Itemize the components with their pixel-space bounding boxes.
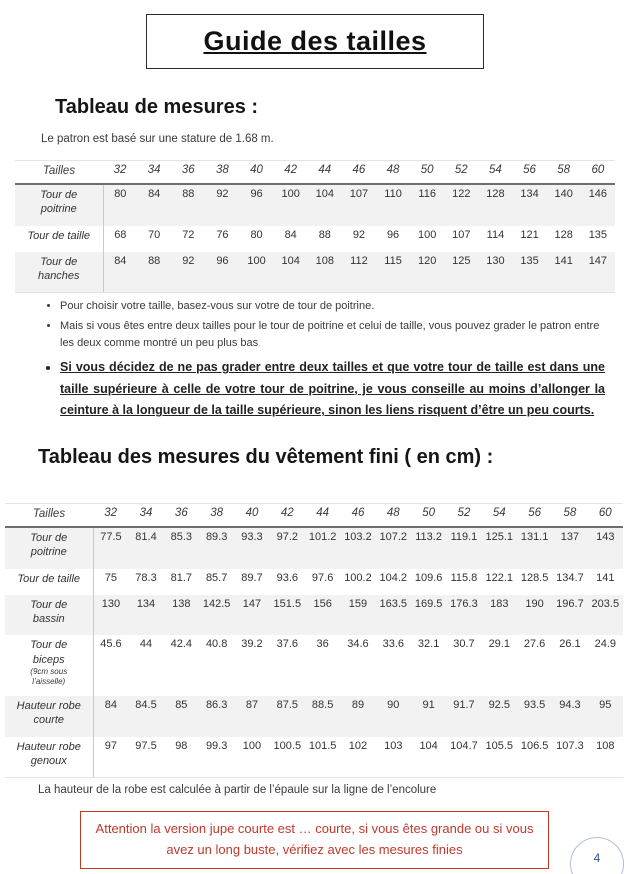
value-cell: 88.5 bbox=[311, 699, 334, 712]
table-row bbox=[5, 635, 623, 696]
value-cell: 81.7 bbox=[170, 571, 193, 584]
row-label: Tour de hanches bbox=[15, 252, 103, 293]
value-cell: 134.7 bbox=[556, 571, 584, 584]
value-cell: 29.1 bbox=[488, 638, 510, 651]
size-header-cell: 52 bbox=[446, 504, 481, 527]
table-row bbox=[15, 184, 615, 226]
value-cell: 76 bbox=[216, 228, 229, 241]
value-cell: 147 bbox=[242, 597, 262, 610]
row-label: Tour de taille bbox=[5, 569, 93, 595]
value-cell: 104 bbox=[315, 187, 334, 200]
value-cell: 128 bbox=[486, 187, 505, 200]
value-cell: 104 bbox=[411, 737, 446, 778]
size-header-cell: 32 bbox=[103, 161, 137, 184]
size-header-cell: 56 bbox=[517, 504, 552, 527]
value-cell: 97.5 bbox=[128, 737, 163, 778]
value-cell: 68 bbox=[114, 228, 127, 241]
sizes-label: Tailles bbox=[15, 161, 103, 184]
size-header-cell: 48 bbox=[376, 504, 411, 527]
value-cell: 109.6 bbox=[414, 571, 443, 584]
value-cell: 99.3 bbox=[199, 737, 234, 778]
size-header-cell: 42 bbox=[274, 161, 308, 184]
bullet-item: • Mais si vous êtes entre deux tailles pour le tour de poitrine et celui de taille, vous pouvez grader le patron entre les deux comme montré un peu plus bas bbox=[60, 318, 605, 352]
value-cell: 84 bbox=[148, 187, 161, 200]
value-cell: 87.5 bbox=[276, 699, 299, 712]
value-cell: 103.2 bbox=[344, 530, 372, 543]
row-label: Tour de biceps (9cm sous l’aisselle) bbox=[5, 635, 93, 696]
sizes-header-row bbox=[15, 161, 615, 184]
value-cell: 78.3 bbox=[135, 571, 157, 584]
row-label: Tour de bassin bbox=[5, 595, 93, 636]
value-cell: 92 bbox=[352, 228, 366, 241]
row-label: Tour de poitrine bbox=[5, 527, 93, 569]
value-cell: 34.6 bbox=[347, 638, 369, 651]
value-cell: 134 bbox=[520, 187, 539, 200]
value-cell: 89 bbox=[351, 699, 365, 712]
value-cell: 163.5 bbox=[379, 597, 408, 610]
value-cell: 81.4 bbox=[135, 530, 157, 543]
value-cell: 85 bbox=[175, 699, 188, 712]
table-row bbox=[15, 226, 615, 252]
value-cell: 104 bbox=[274, 252, 308, 293]
value-cell: 77.5 bbox=[100, 530, 122, 543]
value-cell: 135 bbox=[588, 228, 608, 241]
value-cell: 91.7 bbox=[453, 699, 475, 712]
title-box bbox=[146, 14, 484, 69]
size-header-cell: 54 bbox=[478, 161, 512, 184]
value-cell: 112 bbox=[342, 252, 376, 293]
value-cell: 84.5 bbox=[135, 699, 157, 712]
value-cell: 107.3 bbox=[552, 737, 587, 778]
value-cell: 84 bbox=[103, 252, 137, 293]
value-cell: 86.3 bbox=[205, 699, 228, 712]
size-header-cell: 38 bbox=[205, 161, 239, 184]
value-cell: 104.7 bbox=[446, 737, 481, 778]
value-cell: 113.2 bbox=[415, 530, 442, 543]
size-header-cell: 32 bbox=[93, 504, 128, 527]
size-header-cell: 44 bbox=[305, 504, 340, 527]
page-title: Guide des tailles bbox=[203, 26, 427, 56]
value-cell: 115.8 bbox=[450, 571, 478, 584]
value-cell: 70 bbox=[148, 228, 161, 241]
value-cell: 169.5 bbox=[414, 597, 443, 610]
value-cell: 108 bbox=[588, 737, 623, 778]
table-row bbox=[5, 527, 623, 569]
value-cell: 147 bbox=[581, 252, 615, 293]
value-cell: 176.3 bbox=[450, 597, 478, 610]
value-cell: 100 bbox=[240, 252, 274, 293]
value-cell: 142.5 bbox=[202, 597, 231, 610]
value-cell: 92.5 bbox=[488, 699, 510, 712]
size-header-cell: 60 bbox=[581, 161, 615, 184]
value-cell: 97.2 bbox=[276, 530, 299, 543]
value-cell: 88 bbox=[182, 187, 195, 200]
value-cell: 85.3 bbox=[170, 530, 193, 543]
value-cell: 40.8 bbox=[205, 638, 228, 651]
value-cell: 80 bbox=[250, 228, 263, 241]
value-cell: 159 bbox=[348, 597, 368, 610]
table-row bbox=[15, 252, 615, 293]
value-cell: 103 bbox=[376, 737, 411, 778]
value-cell: 80 bbox=[114, 187, 127, 200]
table-row bbox=[5, 737, 623, 778]
size-header-cell: 38 bbox=[199, 504, 234, 527]
warning-box bbox=[80, 811, 549, 869]
value-cell: 88 bbox=[137, 252, 171, 293]
measurements-table bbox=[15, 160, 615, 293]
measures-heading: Tableau de mesures : bbox=[55, 96, 259, 118]
intro-text: Le patron est basé sur une stature de 1.68 m. bbox=[41, 133, 274, 145]
value-cell: 97 bbox=[93, 737, 128, 778]
sizes-label: Tailles bbox=[5, 504, 93, 527]
value-cell: 95 bbox=[599, 699, 612, 712]
size-header-cell: 58 bbox=[552, 504, 587, 527]
value-cell: 93.5 bbox=[523, 699, 546, 712]
size-header-cell: 42 bbox=[270, 504, 305, 527]
size-header-cell: 40 bbox=[234, 504, 269, 527]
value-cell: 107.2 bbox=[379, 530, 408, 543]
value-cell: 94.3 bbox=[559, 699, 581, 712]
value-cell: 90 bbox=[387, 699, 400, 712]
value-cell: 97.6 bbox=[311, 571, 334, 584]
value-cell: 125 bbox=[444, 252, 478, 293]
value-cell: 146 bbox=[588, 187, 608, 200]
value-cell: 122 bbox=[452, 187, 471, 200]
value-cell: 101.2 bbox=[308, 530, 337, 543]
table-row bbox=[5, 595, 623, 636]
value-cell: 26.1 bbox=[559, 638, 581, 651]
size-header-cell: 52 bbox=[444, 161, 478, 184]
value-cell: 130 bbox=[101, 597, 121, 610]
value-cell: 101.5 bbox=[305, 737, 340, 778]
value-cell: 84 bbox=[104, 699, 118, 712]
value-cell: 89.3 bbox=[205, 530, 228, 543]
value-cell: 100 bbox=[418, 228, 437, 241]
value-cell: 39.2 bbox=[241, 638, 263, 651]
note-text: La hauteur de la robe est calculée à partir de l’épaule sur la ligne de l’encolure bbox=[38, 784, 437, 796]
row-label: Tour de poitrine bbox=[15, 184, 103, 226]
size-header-cell: 46 bbox=[340, 504, 375, 527]
value-cell: 93.6 bbox=[276, 571, 299, 584]
value-cell: 32.1 bbox=[417, 638, 440, 651]
value-cell: 92 bbox=[171, 252, 205, 293]
value-cell: 44 bbox=[139, 638, 153, 651]
value-cell: 100 bbox=[234, 737, 269, 778]
value-cell: 45.6 bbox=[100, 638, 122, 651]
size-header-cell: 54 bbox=[482, 504, 517, 527]
size-header-cell: 40 bbox=[240, 161, 274, 184]
value-cell: 108 bbox=[308, 252, 342, 293]
value-cell: 96 bbox=[250, 187, 263, 200]
value-cell: 93.3 bbox=[241, 530, 263, 543]
value-cell: 105.5 bbox=[482, 737, 517, 778]
size-header-cell: 60 bbox=[588, 504, 623, 527]
row-label: Hauteur robe courte bbox=[5, 696, 93, 737]
value-cell: 100 bbox=[281, 187, 300, 200]
bullet-item: • Si vous décidez de ne pas grader entre deux tailles et que votre tour de taille est dans une taille supérieure à celle de votre tour de poitrine, je vous conseille au moins d’allonger la ceinture à la longueur de la taille supérieure, sinon les liens risquent d’être un peu courts. bbox=[60, 357, 605, 422]
value-cell: 141 bbox=[596, 571, 615, 584]
value-cell: 134 bbox=[136, 597, 156, 610]
value-cell: 196.7 bbox=[556, 597, 584, 610]
value-cell: 104.2 bbox=[379, 571, 408, 584]
sizes-header-row bbox=[5, 504, 623, 527]
size-header-cell: 44 bbox=[308, 161, 342, 184]
size-header-cell: 34 bbox=[137, 161, 171, 184]
value-cell: 137 bbox=[560, 530, 580, 543]
value-cell: 125.1 bbox=[485, 530, 514, 543]
value-cell: 37.6 bbox=[276, 638, 299, 651]
table-row bbox=[5, 696, 623, 737]
value-cell: 30.7 bbox=[453, 638, 475, 651]
value-cell: 100.5 bbox=[270, 737, 305, 778]
value-cell: 96 bbox=[205, 252, 239, 293]
value-cell: 140 bbox=[554, 187, 573, 200]
page-number-badge bbox=[570, 837, 624, 874]
value-cell: 106.5 bbox=[517, 737, 552, 778]
value-cell: 138 bbox=[172, 597, 191, 610]
value-cell: 128 bbox=[554, 228, 573, 241]
row-label: Tour de taille bbox=[15, 226, 103, 252]
value-cell: 85.7 bbox=[205, 571, 228, 584]
value-cell: 96 bbox=[386, 228, 400, 241]
value-cell: 156 bbox=[313, 597, 332, 610]
value-cell: 42.4 bbox=[170, 638, 193, 651]
page-number: 4 bbox=[593, 851, 601, 865]
value-cell: 143 bbox=[596, 530, 615, 543]
value-cell: 24.9 bbox=[594, 638, 616, 651]
value-cell: 98 bbox=[164, 737, 199, 778]
value-cell: 151.5 bbox=[273, 597, 302, 610]
value-cell: 91 bbox=[422, 699, 435, 712]
finished-heading: Tableau des mesures du vêtement fini ( en cm) : bbox=[38, 446, 494, 468]
value-cell: 135 bbox=[513, 252, 547, 293]
value-cell: 131.1 bbox=[520, 530, 549, 543]
size-header-cell: 50 bbox=[410, 161, 444, 184]
value-cell: 120 bbox=[410, 252, 444, 293]
value-cell: 89.7 bbox=[241, 571, 263, 584]
value-cell: 33.6 bbox=[382, 638, 404, 651]
value-cell: 110 bbox=[384, 187, 402, 200]
value-cell: 100.2 bbox=[344, 571, 372, 584]
value-cell: 84 bbox=[284, 228, 297, 241]
value-cell: 72 bbox=[182, 228, 195, 241]
value-cell: 122.1 bbox=[485, 571, 514, 584]
size-header-cell: 58 bbox=[547, 161, 581, 184]
row-label: Hauteur robe genoux bbox=[5, 737, 93, 778]
row-sublabel: (9cm sous l’aisselle) bbox=[30, 667, 68, 687]
value-cell: 141 bbox=[547, 252, 581, 293]
value-cell: 183 bbox=[490, 597, 509, 610]
value-cell: 119.1 bbox=[450, 530, 478, 543]
value-cell: 36 bbox=[316, 638, 329, 651]
value-cell: 114 bbox=[486, 228, 505, 241]
size-header-cell: 50 bbox=[411, 504, 446, 527]
bullet-list bbox=[40, 298, 605, 425]
value-cell: 88 bbox=[318, 228, 331, 241]
size-header-cell: 36 bbox=[171, 161, 205, 184]
value-cell: 115 bbox=[376, 252, 410, 293]
value-cell: 116 bbox=[418, 187, 436, 200]
size-header-cell: 36 bbox=[164, 504, 199, 527]
value-cell: 87 bbox=[245, 699, 259, 712]
value-cell: 190 bbox=[525, 597, 544, 610]
finished-table bbox=[5, 503, 623, 778]
value-cell: 92 bbox=[216, 187, 229, 200]
table-row bbox=[5, 569, 623, 595]
warning-text: Attention la version jupe courte est … courte, si vous êtes grande ou si vous avez un long buste, vérifiez avec les mesures finies bbox=[95, 821, 534, 857]
value-cell: 107 bbox=[452, 228, 471, 241]
bullet-item: • Pour choisir votre taille, basez-vous sur votre de tour de poitrine. bbox=[60, 298, 605, 315]
value-cell: 102 bbox=[340, 737, 375, 778]
value-cell: 121 bbox=[520, 228, 539, 241]
value-cell: 128.5 bbox=[520, 571, 549, 584]
value-cell: 27.6 bbox=[523, 638, 546, 651]
value-cell: 75 bbox=[104, 571, 118, 584]
size-header-cell: 48 bbox=[376, 161, 410, 184]
value-cell: 107 bbox=[349, 187, 369, 200]
value-cell: 203.5 bbox=[591, 597, 620, 610]
size-header-cell: 46 bbox=[342, 161, 376, 184]
size-header-cell: 34 bbox=[128, 504, 163, 527]
size-header-cell: 56 bbox=[513, 161, 547, 184]
value-cell: 130 bbox=[478, 252, 512, 293]
